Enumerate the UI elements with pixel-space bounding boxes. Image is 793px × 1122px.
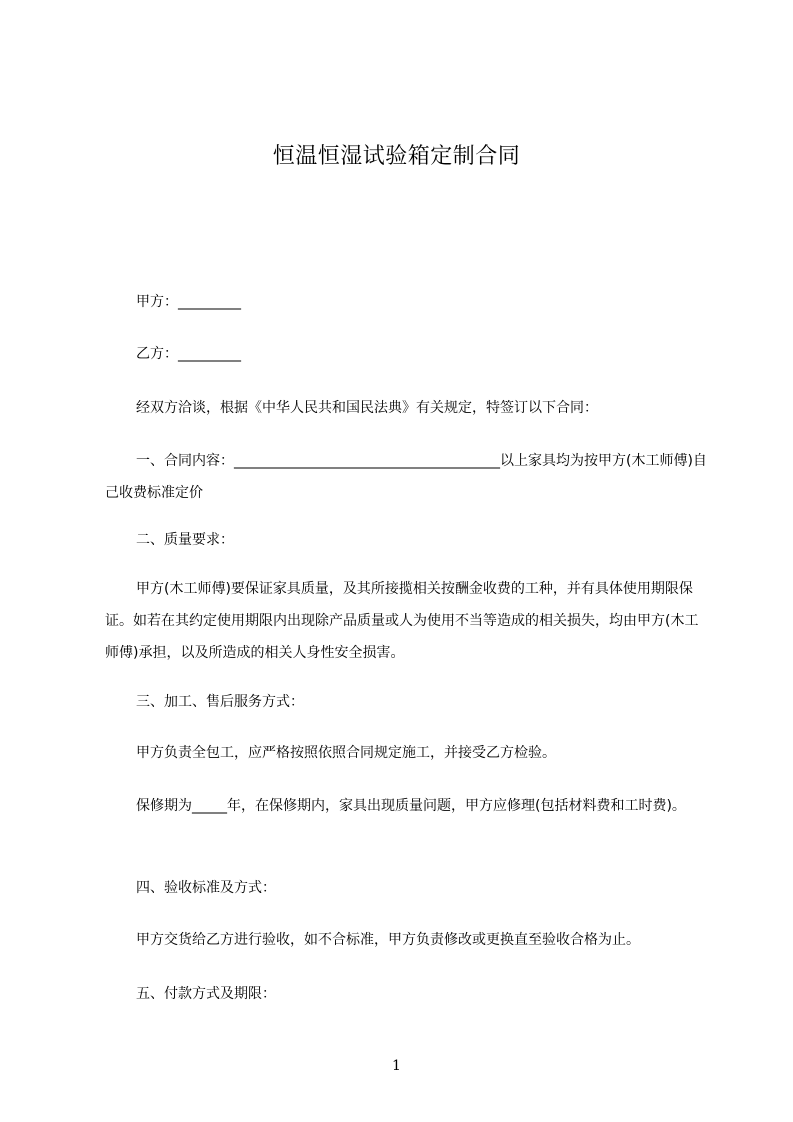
clause-4-heading: 四、验收标准及方式： [136,880,276,896]
clause-2-body: 甲方(木工师傅)要保证家具质量，及其所接揽相关按酬金收费的工种，并有具体使用期限保证。如若在其约定使用期限内出现除产品质量或人为使用不当等造成的相关损失，均由甲方(木工师傅)承担，以及所造成的相关人身性安全损害。 [105,581,699,661]
clause-3-body-1: 甲方负责全包工，应严格按照依照合同规定施工，并接受乙方检验。 [136,745,556,761]
party-a-line: 甲方：_________ [136,294,241,310]
intro-paragraph: 经双方洽谈，根据《中华人民共和国民法典》有关规定，特签订以下合同： [136,400,598,416]
clause-5-heading: 五、付款方式及期限： [136,986,276,1002]
clause-3-body-2: 保修期为_____年，在保修期内，家具出现质量问题，甲方应修理(包括材料费和工时费)。 [136,798,686,814]
contract-title: 恒温恒湿试验箱定制合同 [272,144,521,169]
party-b-line: 乙方：_________ [136,346,241,362]
clause-2-heading: 二、质量要求： [136,532,234,548]
clause-4-body: 甲方交货给乙方进行验收，如不合标准，甲方负责修改或更换直至验收合格为止。 [136,932,640,948]
page-number: 1 [392,1058,401,1074]
clause-1-content: 一、合同内容：______________________________________以上家具均为按甲方(木工师傅)自己收费标准定价 [105,453,707,501]
clause-3-heading: 三、加工、售后服务方式： [136,694,304,710]
